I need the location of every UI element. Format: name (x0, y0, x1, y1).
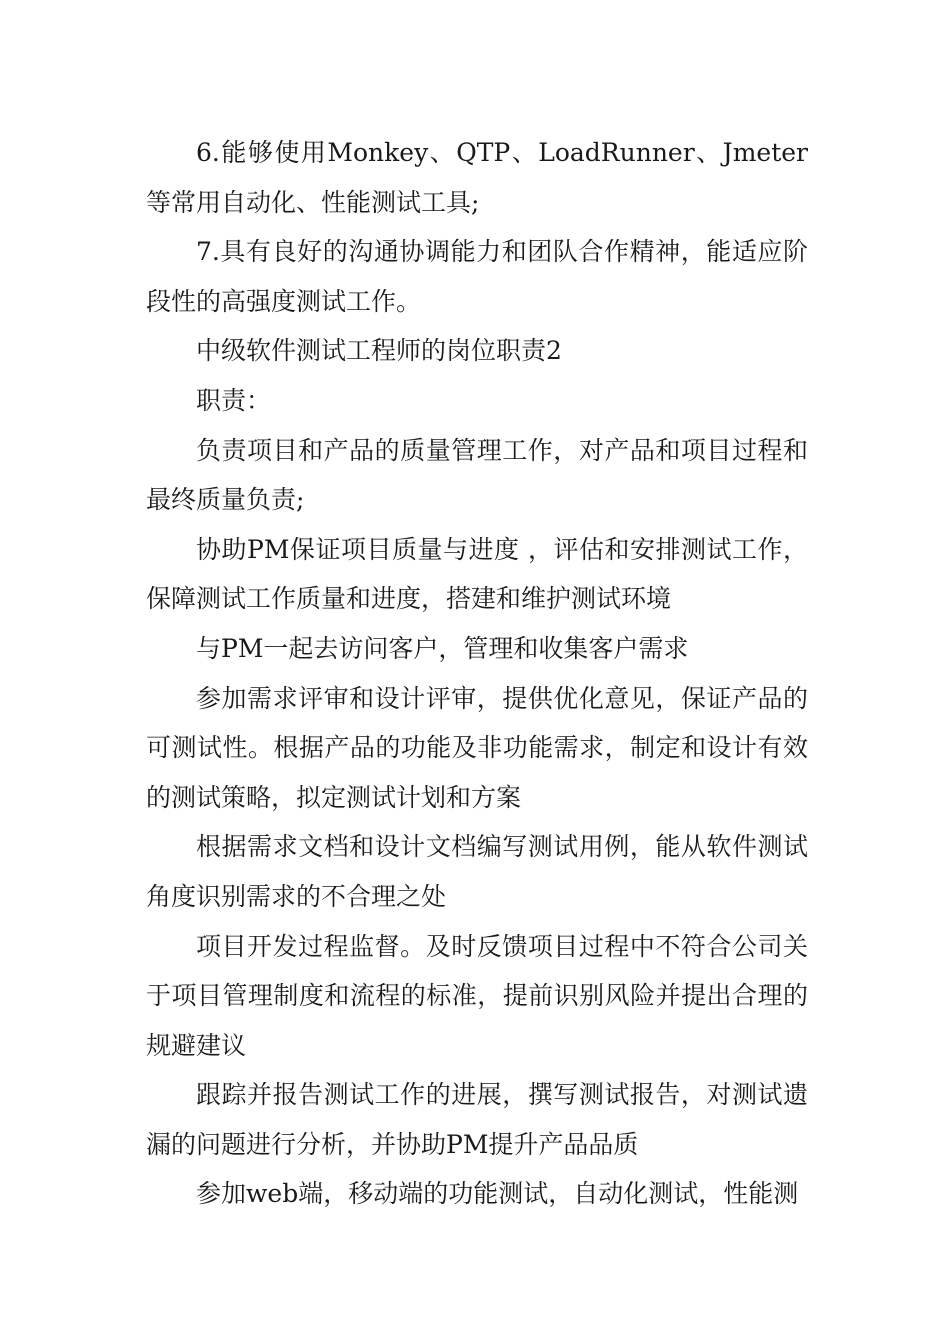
duty-paragraph: 协助PM保证项目质量与进度 ，评估和安排测试工作，保障测试工作质量和进度，搭建和维护测试环境 (146, 534, 808, 614)
duty-paragraph: 项目开发过程监督。及时反馈项目过程中不符合公司关于项目管理制度和流程的标准，提前识别风险并提出合理的规避建议 (146, 931, 808, 1060)
list-item-7: 7.具有良好的沟通协调能力和团队合作精神，能适应阶段性的高强度测试工作。 (146, 237, 808, 316)
list-item-6: 6.能够使用Monkey、QTP、LoadRunner、Jmeter等常用自动化、性能测试工具; (146, 138, 808, 217)
duty-paragraph: 参加web端，移动端的功能测试，自动化测试，性能测 (196, 1179, 799, 1209)
duty-paragraph: 根据需求文档和设计文档编写测试用例，能从软件测试角度识别需求的不合理之处 (146, 832, 808, 911)
duty-paragraph: 参加需求评审和设计评审，提供优化意见，保证产品的可测试性。根据产品的功能及非功能需求，制定和设计有效的测试策略，拟定测试计划和方案 (146, 683, 808, 812)
subheading-duties: 职责： (196, 385, 272, 415)
section-heading: 中级软件测试工程师的岗位职责2 (196, 336, 562, 366)
duty-paragraph: 负责项目和产品的质量管理工作，对产品和项目过程和最终质量负责; (146, 435, 808, 515)
document-body (146, 128, 808, 1219)
duty-paragraph: 与PM一起去访问客户，管理和收集客户需求 (196, 633, 689, 663)
duty-paragraph: 跟踪并报告测试工作的进展，撰写测试报告，对测试遗漏的问题进行分析，并协助PM提升产品品质 (146, 1080, 808, 1159)
